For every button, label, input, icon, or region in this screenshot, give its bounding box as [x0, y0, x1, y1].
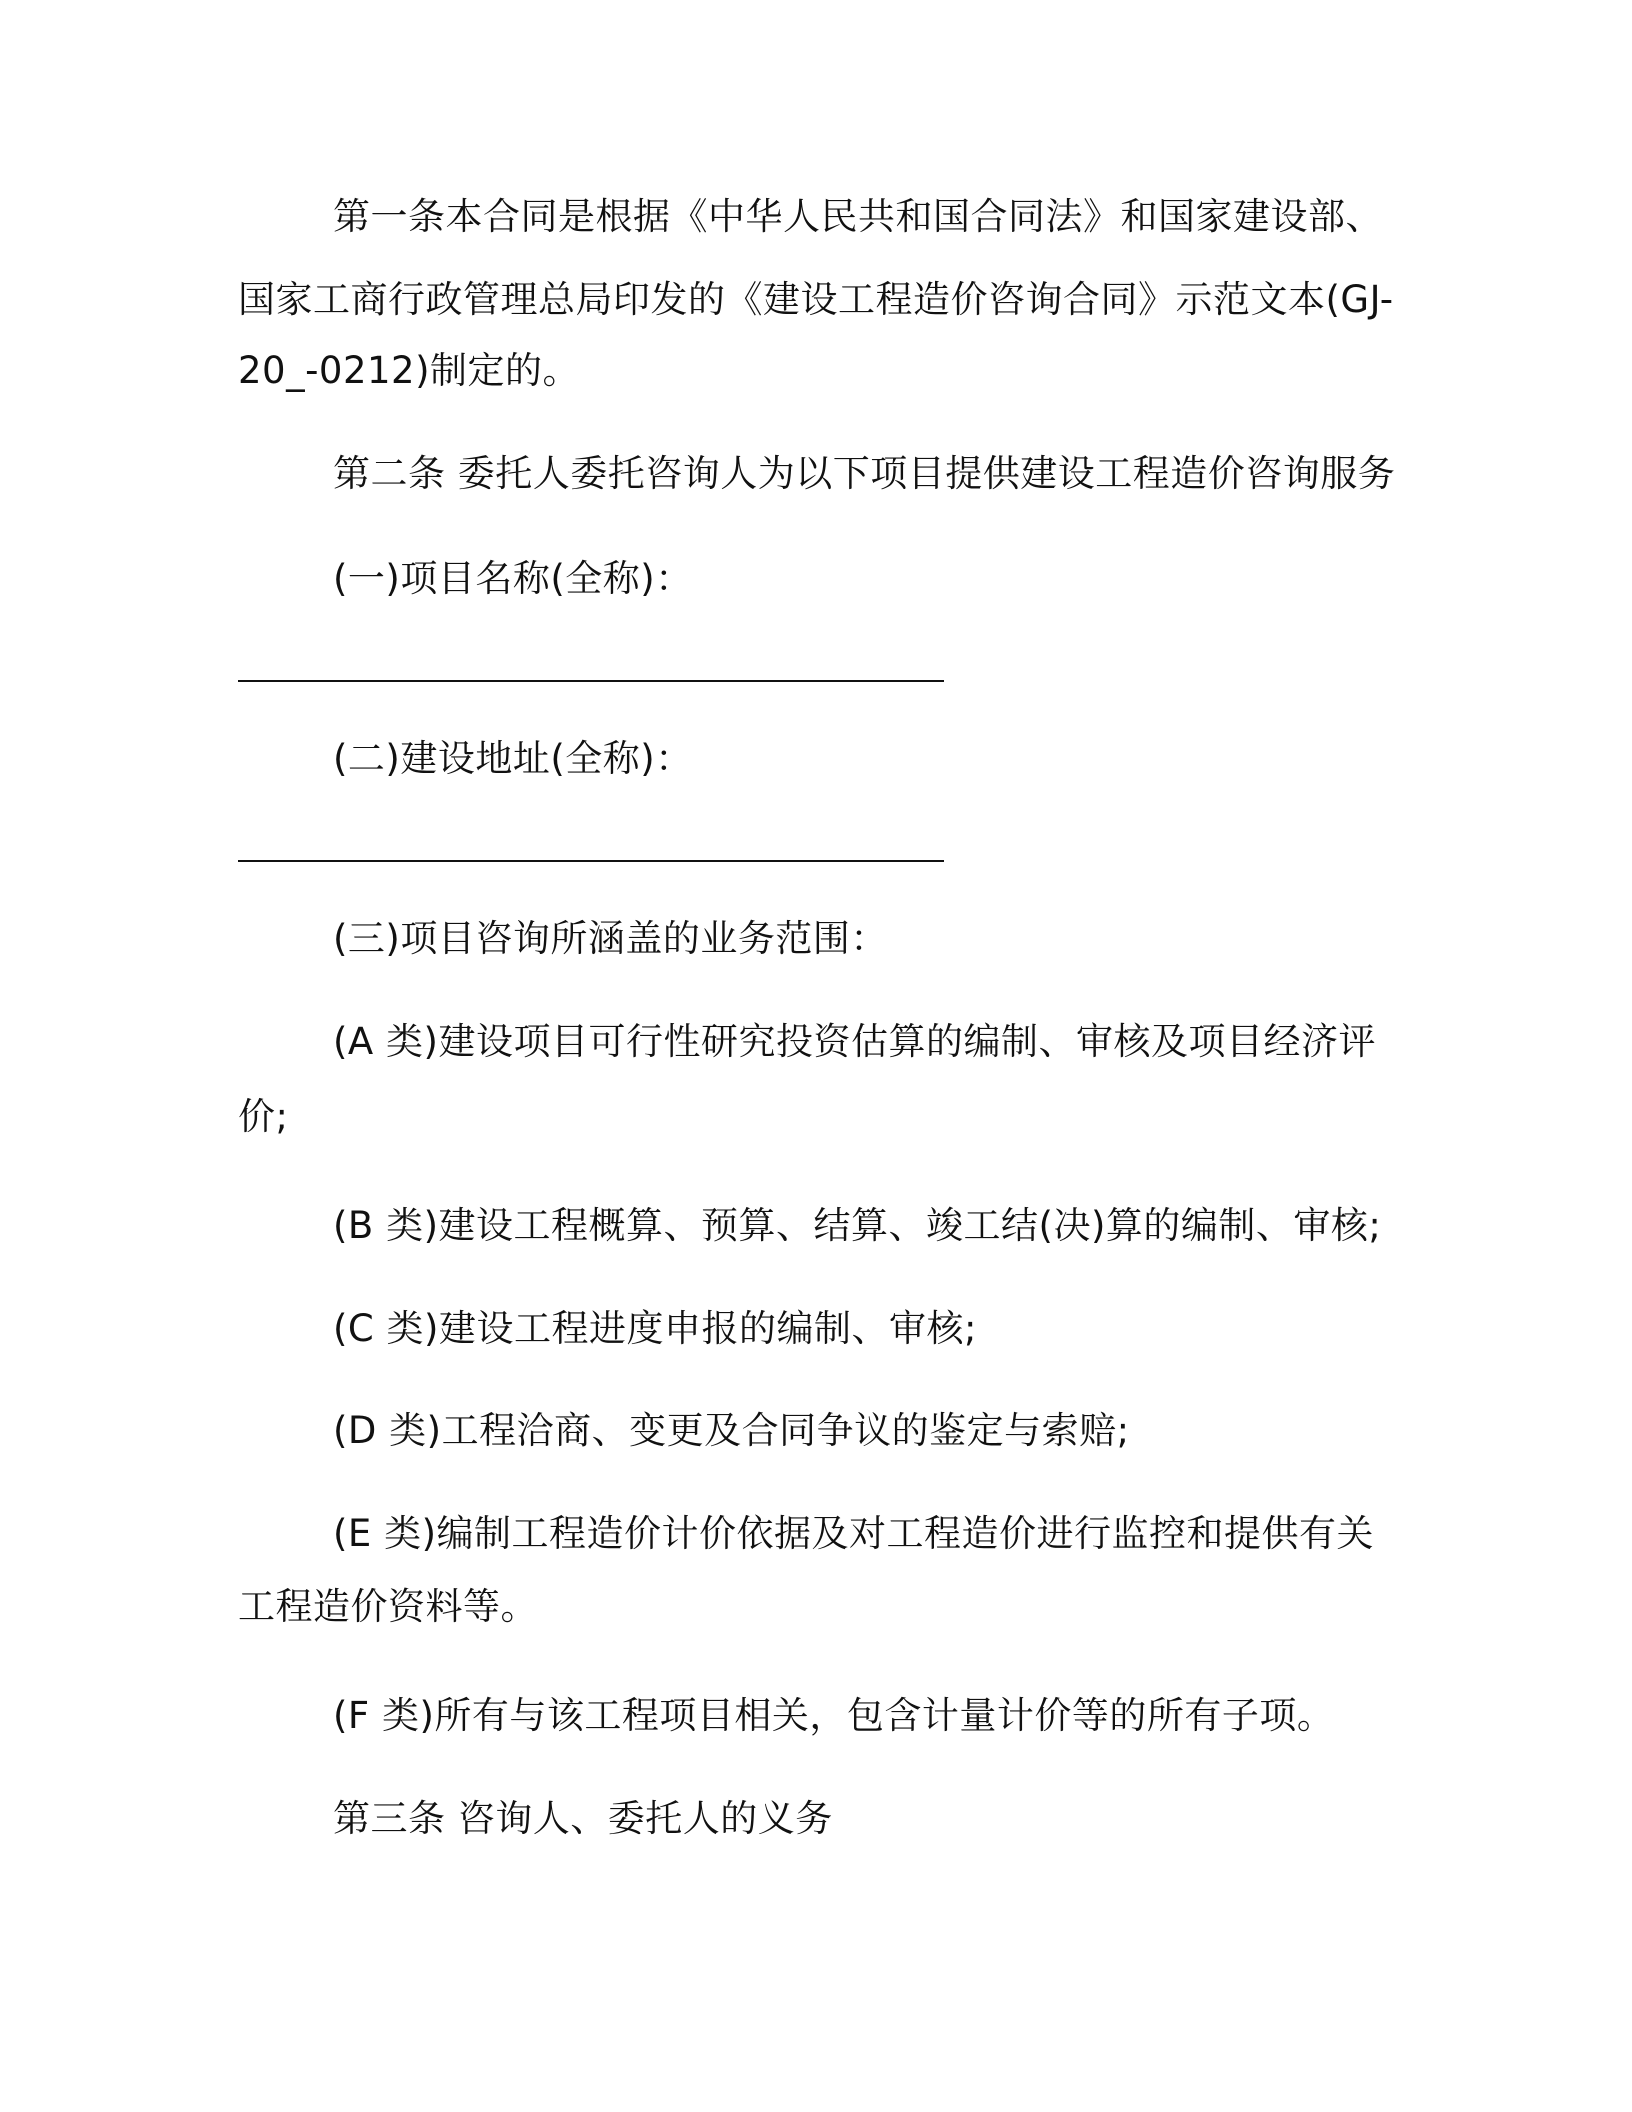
scope-c: (C 类)建设工程进度申报的编制、审核;	[333, 1307, 977, 1350]
article1-text-line2: 国家工商行政管理总局印发的《建设工程造价咨询合同》示范文本(GJ-	[238, 278, 1394, 321]
scope-e-line1: (E 类)编制工程造价计价依据及对工程造价进行监控和提供有关	[333, 1512, 1375, 1555]
address-blank-line	[238, 860, 944, 862]
scope-label: (三)项目咨询所涵盖的业务范围：	[333, 917, 888, 960]
article1-text-line1: 第一条本合同是根据《中华人民共和国合同法》和国家建设部、	[333, 195, 1383, 238]
address-label: (二)建设地址(全称)：	[333, 737, 693, 780]
project-name-label: (一)项目名称(全称)：	[333, 557, 693, 600]
scope-f: (F 类)所有与该工程项目相关，包含计量计价等的所有子项。	[333, 1694, 1335, 1737]
scope-a-line2: 价;	[238, 1095, 289, 1138]
scope-e-line2: 工程造价资料等。	[238, 1585, 538, 1628]
article1-text-line3: 20_-0212)制定的。	[238, 349, 581, 392]
scope-b: (B 类)建设工程概算、预算、结算、竣工结(决)算的编制、审核;	[333, 1204, 1382, 1247]
scope-a-line1: (A 类)建设项目可行性研究投资估算的编制、审核及项目经济评	[333, 1020, 1376, 1063]
article2-heading: 第二条 委托人委托咨询人为以下项目提供建设工程造价咨询服务	[333, 452, 1396, 495]
scope-d: (D 类)工程洽商、变更及合同争议的鉴定与索赔;	[333, 1409, 1130, 1452]
article3-heading: 第三条 咨询人、委托人的义务	[333, 1797, 833, 1840]
project-name-blank-line	[238, 680, 944, 682]
